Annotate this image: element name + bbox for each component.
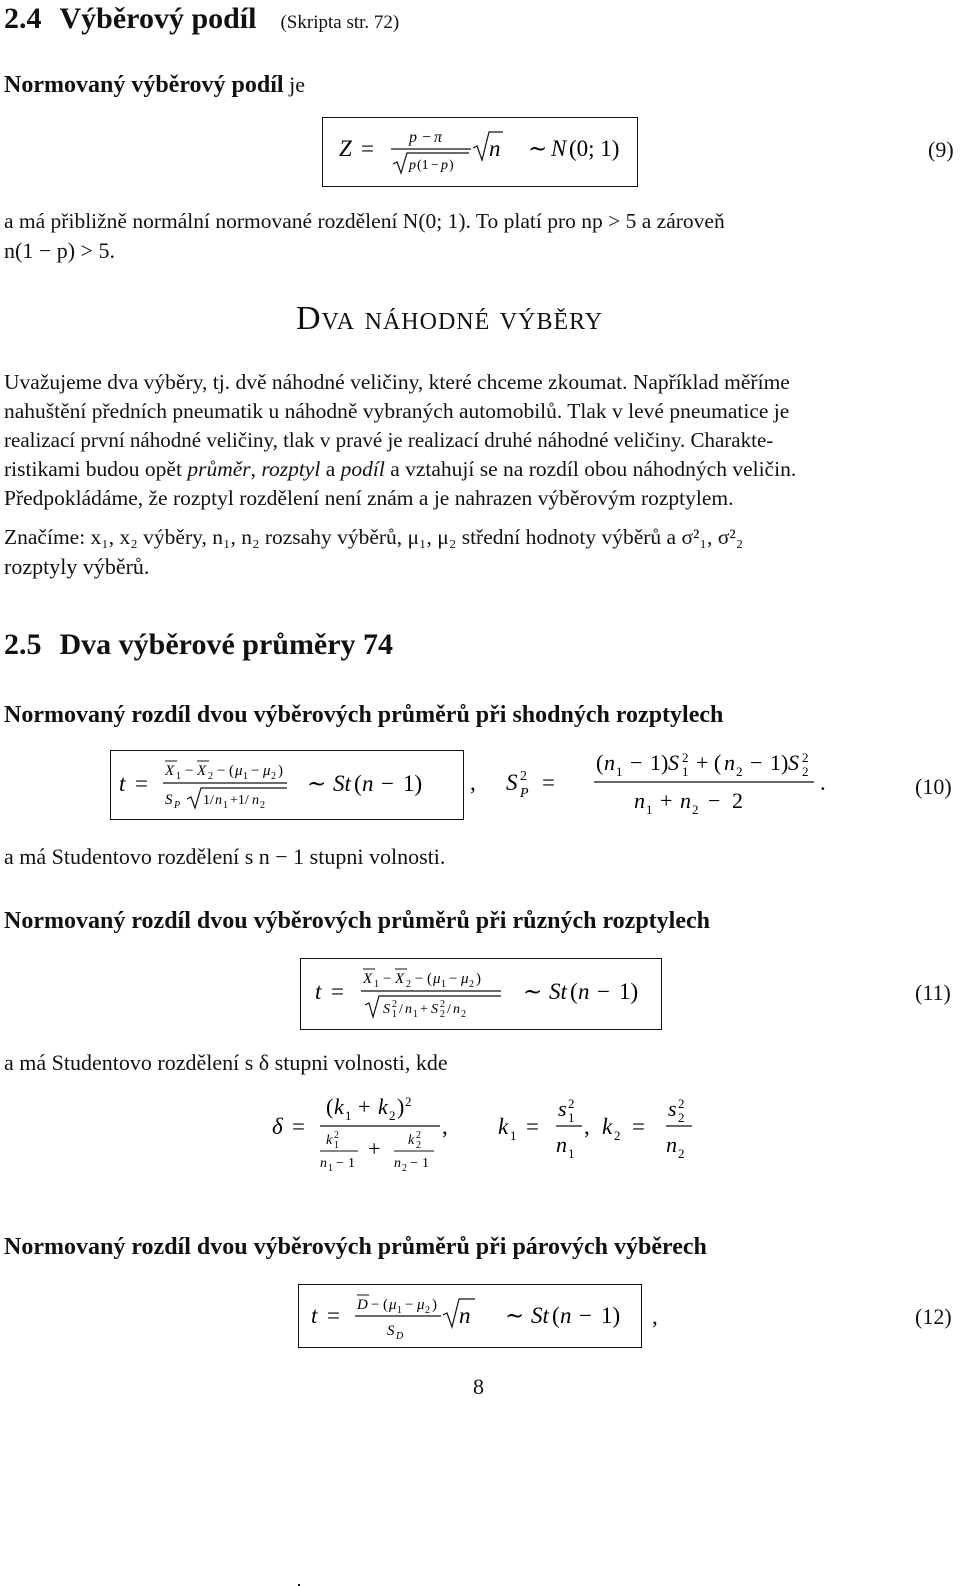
svg-text:2: 2 (402, 1163, 407, 1174)
svg-text:1): 1) (601, 1303, 621, 1328)
svg-text:π: π (434, 129, 443, 146)
svg-text:n: n (604, 750, 615, 775)
normed-share-heading (4, 72, 305, 99)
svg-text:2: 2 (260, 800, 265, 811)
equation-12-formula (299, 1285, 641, 1347)
svg-text:X: X (197, 763, 207, 779)
svg-text:1: 1 (568, 1110, 575, 1125)
svg-text:δ: δ (272, 1114, 283, 1139)
equation-10-box (110, 750, 464, 820)
svg-text:2: 2 (692, 802, 699, 817)
equation-10-formula-sp (470, 746, 850, 822)
svg-text:=: = (632, 1114, 645, 1139)
svg-text:1: 1 (345, 1108, 352, 1123)
svg-text:1): 1) (619, 979, 639, 1004)
svg-text:1: 1 (176, 771, 181, 782)
svg-text:−: − (410, 1156, 418, 1171)
svg-text:(: ( (552, 1303, 560, 1328)
svg-text:k: k (378, 1094, 388, 1119)
svg-text:∼: ∼ (505, 1303, 525, 1328)
svg-text:k: k (334, 1094, 344, 1119)
svg-text:−: − (630, 750, 643, 775)
svg-text:+: + (358, 1094, 371, 1119)
svg-text:S: S (431, 1002, 438, 1017)
svg-text:2: 2 (614, 1128, 621, 1143)
svg-text:p: p (409, 158, 416, 173)
svg-text:−: − (383, 971, 392, 987)
svg-text:t: t (311, 1303, 318, 1328)
emph-share: podíl (340, 457, 385, 481)
svg-text:=: = (327, 1303, 340, 1328)
svg-text:): ) (476, 971, 481, 987)
svg-text:2: 2 (469, 979, 474, 990)
section-number: 2.5 (4, 628, 42, 661)
emph-mean: průměr (187, 457, 251, 481)
equation-10-number: (10) (915, 774, 952, 799)
svg-text:n: n (724, 750, 735, 775)
svg-text:Z: Z (339, 136, 352, 161)
svg-text:(: ( (326, 1094, 334, 1119)
svg-text:S: S (668, 750, 679, 775)
svg-text:n: n (215, 793, 222, 808)
svg-text:n: n (666, 1132, 677, 1157)
text-span: a vztahují se na rozdíl obou náhodných veličin. (384, 457, 797, 481)
two-samples-p1-line-2: nahuštění předních pneumatik u náhodně vybraných automobilů. Tlak v levé pneumatice je (4, 399, 790, 423)
svg-text:s: s (668, 1096, 677, 1121)
svg-text:−: − (405, 1297, 414, 1313)
svg-text:S: S (383, 1002, 390, 1017)
svg-text:μ: μ (263, 763, 271, 779)
svg-text:=: = (361, 136, 374, 161)
svg-text:2: 2 (416, 1130, 421, 1141)
svg-text:n: n (453, 1002, 460, 1017)
svg-text:+: + (660, 788, 673, 813)
two-samples-p2-line-1: Značíme: x₁, x₂ výběry, n₁, n₂ rozsahy výběrů, μ₁, μ₂ střední hodnoty výběrů a σ²₁, σ²₂ (4, 525, 744, 549)
svg-text:X: X (395, 971, 405, 987)
svg-text:2: 2 (389, 1108, 396, 1123)
svg-text:1: 1 (510, 1128, 517, 1143)
svg-text:+: + (368, 1136, 381, 1161)
svg-text:,: , (442, 1114, 448, 1139)
svg-text:n: n (489, 136, 501, 161)
equation-9-box (322, 117, 638, 187)
normed-share-after-line-2: n(1 − p) > 5. (4, 238, 115, 263)
svg-text:n: n (459, 1303, 471, 1328)
svg-text:(: ( (229, 763, 234, 779)
svg-text:−: − (217, 763, 226, 779)
svg-text:X: X (363, 971, 373, 987)
svg-text:(: ( (570, 979, 578, 1004)
section-title: Výběrový podíl (59, 2, 257, 35)
svg-text:2: 2 (736, 764, 743, 779)
svg-text:1/: 1/ (203, 793, 214, 808)
two-samples-p1-line-5: Předpokládáme, že rozptyl rozdělení není znám a je nahrazen výběrovým rozptylem. (4, 486, 734, 510)
svg-text:∼: ∼ (528, 136, 548, 161)
svg-text:−: − (750, 750, 763, 775)
delta-formula (264, 1090, 724, 1174)
text-span: a (320, 457, 341, 481)
svg-text:2: 2 (520, 769, 527, 784)
svg-text:n: n (252, 793, 259, 808)
svg-text:1: 1 (397, 1305, 402, 1316)
svg-text:): ) (432, 1297, 437, 1313)
svg-text:S: S (387, 1323, 395, 1339)
svg-text:n: n (394, 1156, 401, 1171)
svg-text:D: D (357, 1297, 368, 1313)
svg-text:P: P (174, 800, 181, 811)
svg-text:−: − (449, 971, 458, 987)
svg-text:St: St (333, 771, 351, 796)
svg-text:S: S (165, 792, 173, 808)
two-samples-p1-line-1: Uvažujeme dva výběry, tj. dvě náhodné veličiny, které chceme zkoumat. Například měříme (4, 370, 790, 394)
svg-text:2: 2 (461, 1009, 466, 1020)
svg-text:n: n (362, 771, 374, 796)
svg-text:p: p (409, 129, 417, 146)
section-heading-2-4 (4, 2, 399, 36)
svg-text:1: 1 (348, 1156, 355, 1171)
section-reference: (Skripta str. 72) (280, 12, 400, 33)
svg-text:1: 1 (682, 764, 689, 779)
svg-text:2: 2 (678, 1146, 685, 1161)
svg-text:1: 1 (646, 802, 653, 817)
svg-text:2: 2 (440, 1009, 445, 1020)
equation-12-number: (12) (915, 1304, 952, 1329)
svg-text:n: n (578, 979, 590, 1004)
svg-text:2: 2 (440, 999, 445, 1010)
svg-text:P: P (520, 786, 529, 801)
svg-text:1: 1 (422, 1156, 429, 1171)
svg-text:μ: μ (235, 763, 243, 779)
two-samples-p1-line-3: realizací první náhodné veličiny, tlak v pravé je realizací druhé náhodné veličiny. Charakte- (4, 428, 774, 452)
svg-text:2: 2 (425, 1305, 430, 1316)
svg-text:/: / (399, 1002, 403, 1017)
svg-text:N: N (551, 136, 567, 161)
text-span: , (250, 457, 262, 481)
equation-10-formula-t (111, 751, 463, 819)
svg-text:μ: μ (433, 971, 441, 987)
equation-12-comma: , (652, 1304, 658, 1329)
svg-text:−: − (371, 1297, 380, 1313)
svg-text:2: 2 (406, 979, 411, 990)
equation-11-number: (11) (915, 980, 951, 1005)
svg-text:2: 2 (405, 1094, 412, 1109)
svg-text:=: = (292, 1114, 305, 1139)
text-span: ristikami budou opět (4, 457, 188, 481)
svg-text:(: ( (427, 971, 432, 987)
svg-text:−: − (336, 1156, 344, 1171)
svg-text:=: = (542, 770, 555, 795)
svg-text:1): 1) (403, 771, 423, 796)
equation-9-formula (323, 118, 637, 186)
svg-text:p: p (441, 158, 448, 173)
svg-text:n: n (560, 1303, 572, 1328)
svg-text:1: 1 (441, 979, 446, 990)
normed-share-after-line-1: a má přibližně normální normované rozdělení N(0; 1). To platí pro np > 5 a zároveň (4, 209, 725, 233)
svg-text:2: 2 (682, 750, 689, 765)
different-variance-after: a má Studentovo rozdělení s δ stupni volnosti, kde (4, 1050, 448, 1075)
page-number: 8 (473, 1374, 484, 1399)
svg-text:−: − (431, 158, 439, 173)
svg-text:2: 2 (208, 771, 213, 782)
svg-text:D: D (396, 1331, 404, 1342)
svg-text:1: 1 (243, 771, 248, 782)
svg-text:2: 2 (678, 1110, 685, 1125)
run-in-tail: je (289, 72, 305, 97)
equation-11-formula (301, 959, 661, 1029)
svg-text:2: 2 (392, 999, 397, 1010)
two-samples-title: Dva náhodné výběry (296, 300, 604, 337)
emph-variance: rozptyl (261, 457, 321, 481)
two-samples-p1-line-4 (4, 456, 796, 483)
svg-text:n: n (405, 1002, 412, 1017)
svg-text:(: ( (354, 771, 362, 796)
equal-variance-heading: Normovaný rozdíl dvou výběrových průměrů při shodných rozptylech (4, 702, 724, 728)
run-in-heading: Normovaný výběrový podíl (4, 72, 284, 98)
svg-text:2: 2 (802, 764, 809, 779)
svg-text:+: + (420, 1002, 428, 1017)
svg-text:(: ( (596, 750, 604, 775)
svg-text:): ) (397, 1094, 405, 1119)
svg-text:t: t (119, 771, 126, 796)
svg-text:−: − (185, 763, 194, 779)
svg-text:μ: μ (417, 1297, 425, 1313)
svg-text:St: St (531, 1303, 549, 1328)
svg-text:,: , (470, 770, 476, 795)
different-variance-heading: Normovaný rozdíl dvou výběrových průměrů při různých rozptylech (4, 908, 710, 934)
svg-text:n: n (320, 1156, 327, 1171)
equation-11-box (300, 958, 662, 1030)
svg-text:+ (: + ( (696, 750, 722, 775)
svg-text:(1: (1 (417, 158, 429, 173)
two-samples-p2-line-2: rozptyly výběrů. (4, 554, 150, 579)
svg-text:k: k (498, 1114, 509, 1139)
svg-text:t: t (315, 979, 322, 1004)
svg-text:−: − (708, 788, 721, 813)
svg-text:S: S (788, 750, 799, 775)
svg-text:): ) (449, 158, 454, 173)
svg-text:∼: ∼ (307, 771, 327, 796)
svg-text:−: − (251, 763, 260, 779)
svg-text:/: / (447, 1002, 451, 1017)
equation-12-box (298, 1284, 642, 1348)
section-heading-2-5 (4, 628, 393, 662)
svg-text:1: 1 (328, 1163, 333, 1174)
svg-text:1: 1 (334, 1140, 339, 1151)
svg-text:1: 1 (392, 1009, 397, 1020)
svg-text:1: 1 (374, 979, 379, 990)
svg-text:,: , (584, 1114, 590, 1139)
svg-text:(0; 1): (0; 1) (569, 136, 620, 161)
svg-text:+1/: +1/ (230, 793, 249, 808)
svg-text:2: 2 (568, 1096, 575, 1111)
svg-text:k: k (326, 1133, 333, 1148)
svg-text:−: − (415, 971, 424, 987)
svg-text:−: − (422, 129, 432, 146)
svg-text:k: k (408, 1133, 415, 1148)
equation-9-number: (9) (928, 137, 954, 162)
svg-text:k: k (602, 1114, 613, 1139)
svg-text:2: 2 (334, 1130, 339, 1141)
svg-text:.: . (820, 770, 826, 795)
svg-text:μ: μ (461, 971, 469, 987)
section-number: 2.4 (4, 2, 42, 35)
svg-text:1: 1 (568, 1146, 575, 1161)
svg-text:−: − (381, 771, 394, 796)
svg-text:St: St (549, 979, 567, 1004)
svg-text:s: s (558, 1096, 567, 1121)
svg-text:∼: ∼ (523, 979, 543, 1004)
svg-text:S: S (506, 770, 518, 795)
svg-text:=: = (526, 1114, 539, 1139)
paired-heading: Normovaný rozdíl dvou výběrových průměrů při párových výběrech (4, 1234, 707, 1260)
equal-variance-after: a má Studentovo rozdělení s n − 1 stupni volnosti. (4, 844, 446, 869)
svg-text:n: n (634, 788, 645, 813)
svg-text:n: n (556, 1132, 567, 1157)
svg-text:−: − (597, 979, 610, 1004)
section-title: Dva výběrové průměry 74 (59, 628, 394, 661)
svg-text:n: n (680, 788, 691, 813)
svg-text:=: = (135, 771, 148, 796)
svg-text:1): 1) (650, 750, 669, 775)
svg-text:2: 2 (802, 750, 809, 765)
svg-text:2: 2 (678, 1096, 685, 1111)
svg-text:μ: μ (389, 1297, 397, 1313)
svg-text:1): 1) (770, 750, 789, 775)
svg-text:2: 2 (732, 788, 743, 813)
svg-text:1: 1 (413, 1009, 418, 1020)
svg-text:2: 2 (416, 1140, 421, 1151)
svg-text:1: 1 (616, 764, 623, 779)
svg-text:1: 1 (223, 800, 228, 811)
svg-text:): ) (278, 763, 283, 779)
svg-text:=: = (331, 979, 344, 1004)
svg-text:2: 2 (271, 771, 276, 782)
svg-text:−: − (579, 1303, 592, 1328)
svg-text:X: X (165, 763, 175, 779)
svg-text:(: ( (383, 1297, 388, 1313)
